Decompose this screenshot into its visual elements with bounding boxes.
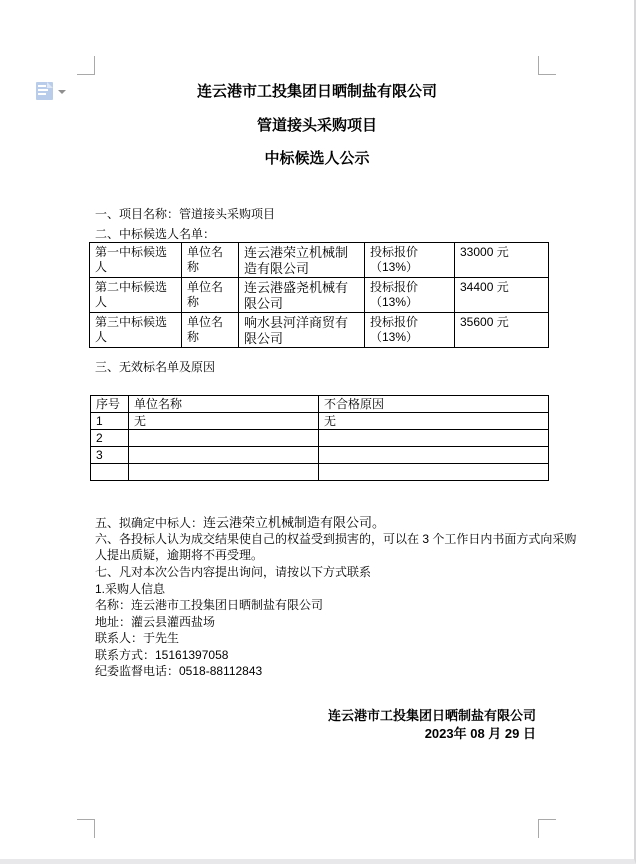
table-row: [91, 464, 549, 481]
buyer-address: 地址：灌云县灌西盐场: [95, 615, 216, 629]
supervision-phone: 纪委监督电话：0518-88112843: [95, 664, 263, 678]
signature-date: 2023年 08 月 29 日: [424, 726, 536, 741]
bid-price-label-cell: 投标报价（13%）: [365, 243, 455, 278]
bid-price-cell: 34400 元: [455, 278, 549, 313]
section-awarded-bidder: [95, 512, 385, 531]
bid-price-label-cell: 投标报价（13%）: [365, 313, 455, 348]
candidate-rank-cell: 第二中标候选人: [90, 278, 182, 313]
candidates-table: [89, 242, 549, 348]
margin-mark-bottom-right: [538, 819, 556, 838]
document-title-announcement: 中标候选人公示: [264, 150, 370, 167]
section-invalid-bids-heading: 三、无效标名单及原因: [95, 360, 216, 374]
reason-cell: [319, 430, 549, 447]
bid-price-cell: 33000 元: [455, 243, 549, 278]
document-title-project: 管道接头采购项目: [256, 117, 377, 134]
contact-phone: 联系方式：15161397058: [95, 648, 229, 662]
serial-cell: [91, 464, 129, 481]
reason-cell: [319, 447, 549, 464]
bid-price-label-cell: 投标报价（13%）: [365, 278, 455, 313]
table-header-row: [91, 396, 549, 413]
unit-name-header-cell: 单位名称: [129, 396, 319, 413]
unit-name-label-cell: 单位名称: [182, 278, 239, 313]
serial-header-cell: 序号: [91, 396, 129, 413]
buyer-info-heading: 1.采购人信息: [95, 582, 166, 596]
bid-price-cell: 35600 元: [455, 313, 549, 348]
table-row: [91, 413, 549, 430]
company-name-cell: 响水县河洋商贸有限公司: [239, 313, 365, 348]
table-row: [91, 447, 549, 464]
unit-name-cell: 无: [129, 413, 319, 430]
section-inquiry: 七、凡对本次公告内容提出询问，请按以下方式联系: [95, 565, 372, 579]
company-name-cell: 连云港荣立机械制造有限公司: [239, 243, 365, 278]
contact-person: 联系人：于先生: [95, 631, 180, 645]
section-candidates-heading: 二、中标候选人名单：: [95, 227, 216, 241]
company-name-cell: 连云港盛尧机械有限公司: [239, 278, 365, 313]
margin-mark-top-right: [538, 56, 556, 75]
table-row: [90, 313, 549, 348]
unit-name-cell: [129, 430, 319, 447]
section-project-name: 一、项目名称：管道接头采购项目: [95, 207, 276, 221]
section-objection-line1: 六、各投标人认为成交结果使自己的权益受到损害的，可以在 3 个工作日内书面方式向采购: [95, 532, 577, 546]
candidate-rank-cell: 第三中标候选人: [90, 313, 182, 348]
table-row: [90, 278, 549, 313]
margin-mark-bottom-left: [77, 819, 95, 838]
document-title-company: 连云港市工投集团日晒制盐有限公司: [196, 83, 437, 100]
candidate-rank-cell: 第一中标候选人: [90, 243, 182, 278]
reason-header-cell: 不合格原因: [319, 396, 549, 413]
awarded-bidder-prefix: 五、拟确定中标人：: [95, 516, 204, 530]
unit-name-cell: [129, 464, 319, 481]
serial-cell: 2: [91, 430, 129, 447]
awarded-bidder-company: 连云港荣立机械制造有限公司。: [203, 515, 386, 530]
serial-cell: 3: [91, 447, 129, 464]
unit-name-label-cell: 单位名称: [182, 243, 239, 278]
invalid-bids-table: [90, 395, 549, 481]
serial-cell: 1: [91, 413, 129, 430]
reason-cell: 无: [319, 413, 549, 430]
table-row: [90, 243, 549, 278]
buyer-name: 名称：连云港市工投集团日晒制盐有限公司: [95, 598, 324, 612]
section-objection-line2: 人提出质疑，逾期将不再受理。: [95, 548, 264, 562]
signature-company: 连云港市工投集团日晒制盐有限公司: [327, 708, 536, 723]
reason-cell: [319, 464, 549, 481]
signature-block: [328, 707, 536, 743]
unit-name-label-cell: 单位名称: [182, 313, 239, 348]
unit-name-cell: [129, 447, 319, 464]
margin-mark-top-left: [77, 56, 95, 75]
table-row: [91, 430, 549, 447]
